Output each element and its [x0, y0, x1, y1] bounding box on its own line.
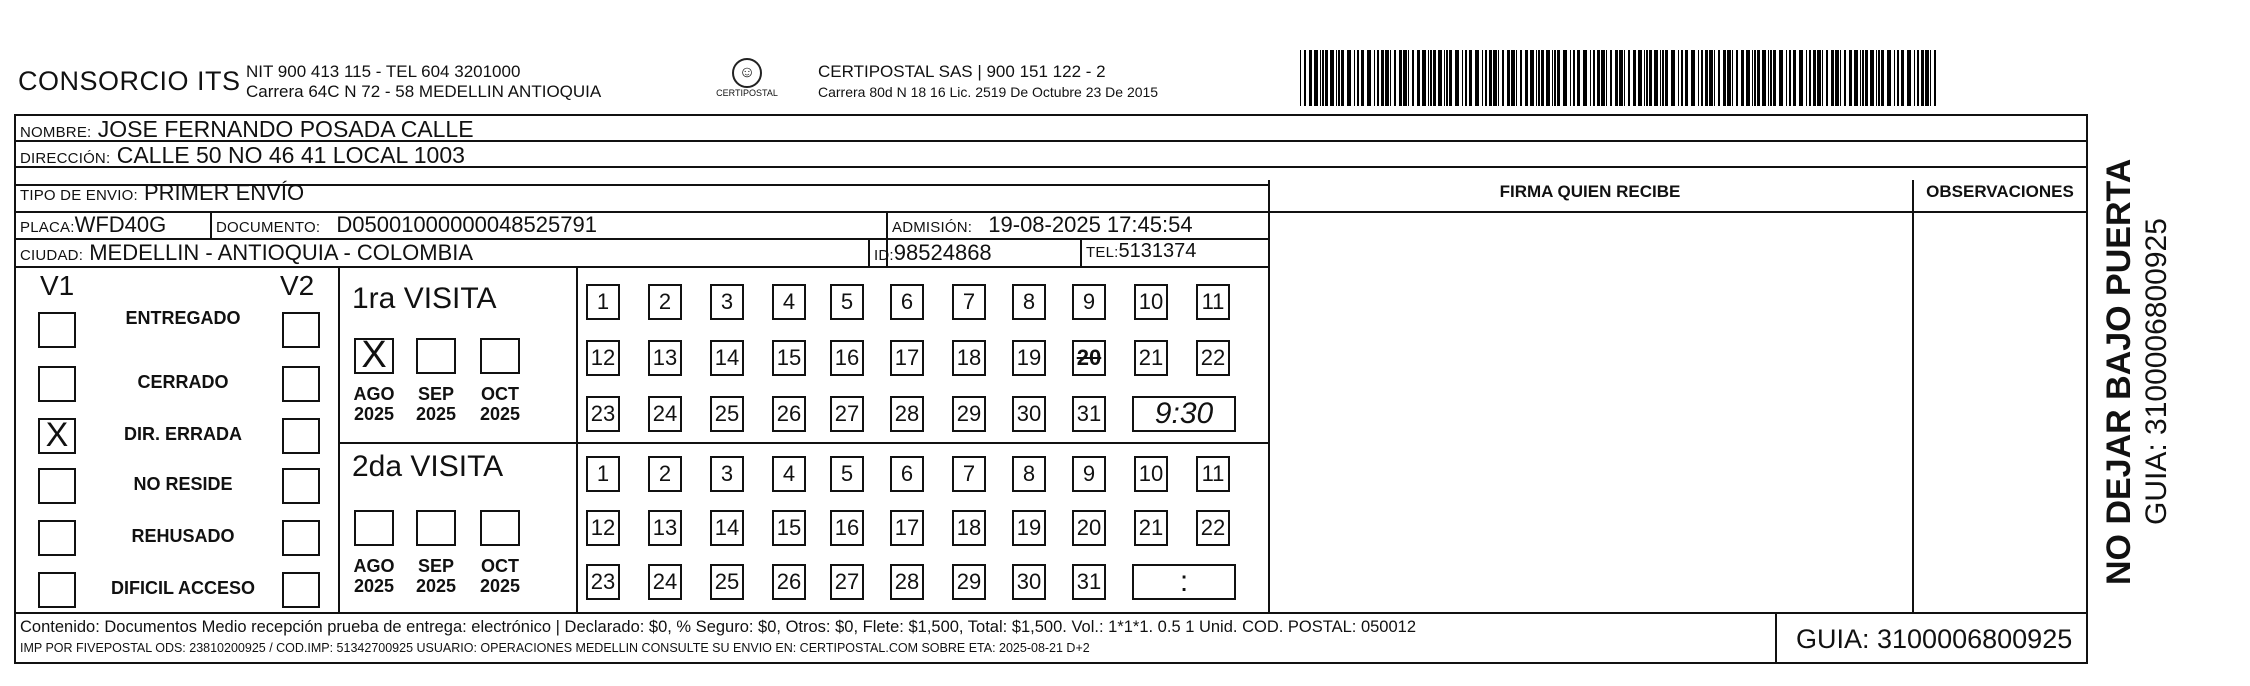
direccion-value: CALLE 50 NO 46 41 LOCAL 1003: [116, 142, 465, 168]
barcode-bar: [1662, 50, 1664, 106]
admision-cell: [892, 212, 1193, 238]
barcode-bar: [1417, 50, 1420, 106]
first-day-box[interactable]: 31: [1072, 396, 1106, 432]
barcode-bar: [1536, 50, 1537, 106]
barcode-bar: [1671, 50, 1675, 106]
barcode-bar: [1917, 50, 1919, 106]
first-day-box[interactable]: 1: [586, 284, 620, 320]
barcode-bar: [1449, 50, 1452, 106]
barcode-bar: [1862, 50, 1864, 106]
barcode-bar: [1619, 50, 1623, 106]
second-day-box[interactable]: 8: [1012, 456, 1046, 492]
first-month-label: SEP 2025: [415, 384, 457, 424]
barcode-bar: [1320, 50, 1321, 106]
barcode-bar: [1361, 50, 1364, 106]
barcode-bar: [1502, 50, 1504, 106]
logo-icon: ☺: [732, 58, 762, 88]
barcode-bar: [1762, 50, 1766, 106]
first-day-box[interactable]: 3: [710, 284, 744, 320]
barcode-bar: [1831, 50, 1834, 106]
barcode-bar: [1338, 50, 1340, 106]
barcode-bar: [1870, 50, 1874, 106]
second-day-box[interactable]: 11: [1196, 456, 1230, 492]
second-month-checkbox[interactable]: [480, 510, 520, 546]
barcode-bar: [1881, 50, 1884, 106]
v2-heading: V2: [280, 270, 315, 301]
v1-checkbox[interactable]: [38, 572, 76, 608]
barcode-bar: [1428, 50, 1429, 106]
barcode-bar: [1314, 50, 1318, 106]
first-day-box[interactable]: 4: [772, 284, 806, 320]
v1-checkbox[interactable]: [38, 312, 76, 348]
barcode-bar: [1633, 50, 1636, 106]
second-day-box[interactable]: 20: [1072, 510, 1106, 546]
barcode-bar: [1563, 50, 1567, 106]
barcode-bar: [1433, 50, 1436, 106]
first-day-box[interactable]: 29: [952, 396, 986, 432]
barcode-bar: [1736, 50, 1738, 106]
barcode-bar: [1806, 50, 1807, 106]
barcode-bar: [1914, 50, 1915, 106]
barcode-bar: [1799, 50, 1803, 106]
second-day-box[interactable]: 29: [952, 564, 986, 600]
barcode-bar: [1300, 50, 1301, 106]
barcode-bar: [1469, 50, 1472, 106]
v2-checkbox[interactable]: [282, 312, 320, 348]
footer-line2: IMP POR FIVEPOSTAL ODS: 23810200925 / COD.IMP: 51342700925 USUARIO: OPERACIONES MEDELLIN CONSULTE SU ENVIO EN: CERTIPOSTAL.COM SOBRE ETA: 2025-08-21 D+2: [20, 641, 1090, 655]
second-day-box[interactable]: 13: [648, 510, 682, 546]
first-day-box[interactable]: 24: [648, 396, 682, 432]
second-day-box[interactable]: 28: [890, 564, 924, 600]
barcode-bar: [1925, 50, 1929, 106]
barcode-bar: [1865, 50, 1868, 106]
first-day-box[interactable]: 12: [586, 340, 620, 376]
barcode-bar: [1894, 50, 1895, 106]
first-day-box[interactable]: 23: [586, 396, 620, 432]
barcode-bar: [1438, 50, 1442, 106]
first-day-box[interactable]: 17: [890, 340, 924, 376]
tel-value: 5131374: [1118, 240, 1197, 262]
barcode-bar: [1844, 50, 1846, 106]
barcode-bar: [1374, 50, 1375, 106]
first-visit-title: 1ra VISITA: [352, 282, 497, 315]
first-visit-time[interactable]: 9:30: [1132, 396, 1236, 432]
status-label: CERRADO: [137, 372, 229, 392]
barcode-bar: [1698, 50, 1699, 106]
barcode-bar: [1660, 50, 1661, 106]
barcode-bar: [1520, 50, 1522, 106]
barcode-bar: [1593, 50, 1595, 106]
barcode-bar: [1727, 50, 1731, 106]
barcode-bar: [1654, 50, 1658, 106]
first-month-checkbox[interactable]: [480, 338, 520, 374]
ciudad-cell: [20, 240, 473, 266]
barcode-bar: [1934, 50, 1936, 106]
barcode-bar: [1390, 50, 1391, 106]
status-label: REHUSADO: [131, 526, 235, 546]
first-day-box[interactable]: 16: [830, 340, 864, 376]
barcode-bar: [1357, 50, 1359, 106]
barcode-bar: [1741, 50, 1744, 106]
footer-line1: Contenido: Documentos Medio recepción prueba de entrega: electrónico | Declarado: $0, % Seguro: $0, Otros: $0, Flete: $1,500, Total: $1,500. Vol.: 1*1*1. 0.5 1 Unid. COD. POSTAL: 050012: [20, 618, 1417, 636]
tipo-row: [20, 180, 304, 206]
barcode-bar: [1462, 50, 1463, 106]
second-day-box[interactable]: 17: [890, 510, 924, 546]
barcode-bar: [1573, 50, 1575, 106]
certi-line2: Carrera 80d N 18 16 Lic. 2519 De Octubre 23 De 2015: [818, 84, 1159, 100]
barcode-bar: [1347, 50, 1351, 106]
v2-checkbox[interactable]: [282, 418, 320, 454]
first-day-box[interactable]: 15: [772, 340, 806, 376]
barcode-bar: [1770, 50, 1772, 106]
barcode-bar: [1714, 50, 1715, 106]
ciudad-label: CIUDAD:: [20, 247, 84, 264]
barcode-bar: [1646, 50, 1648, 106]
barcode-bar: [1597, 50, 1600, 106]
second-day-box[interactable]: 31: [1072, 564, 1106, 600]
barcode-bar: [1367, 50, 1371, 106]
barcode-bar: [1498, 50, 1499, 106]
barcode-bar: [1455, 50, 1459, 106]
barcode-bar: [1624, 50, 1625, 106]
first-day-box[interactable]: 22: [1196, 340, 1230, 376]
barcode-bar: [1516, 50, 1517, 106]
barcode-bar: [1813, 50, 1816, 106]
status-label: ENTREGADO: [125, 308, 241, 328]
v2-checkbox[interactable]: [282, 366, 320, 402]
barcode-bar: [1577, 50, 1580, 106]
barcode-bar: [1377, 50, 1379, 106]
barcode-bar: [1444, 50, 1445, 106]
first-day-box[interactable]: 11: [1196, 284, 1230, 320]
barcode-bar: [1552, 50, 1553, 106]
nit-line: NIT 900 413 115 - TEL 604 3201000: [246, 62, 521, 81]
barcode-bar: [1723, 50, 1726, 106]
tel-label: TEL:: [1086, 244, 1119, 261]
barcode-bar: [1511, 50, 1515, 106]
barcode-bar: [1465, 50, 1467, 106]
nombre-value: JOSE FERNANDO POSADA CALLE: [97, 116, 474, 142]
barcode-bar: [1408, 50, 1409, 106]
first-day-box[interactable]: 26: [772, 396, 806, 432]
v2-checkbox[interactable]: [282, 468, 320, 504]
v1-checkbox[interactable]: X: [38, 418, 76, 454]
barcode-bar: [1746, 50, 1750, 106]
second-day-box[interactable]: 14: [710, 510, 744, 546]
barcode-bar: [1752, 50, 1753, 106]
second-day-box[interactable]: 6: [890, 456, 924, 492]
observaciones-label: OBSERVACIONES: [1926, 182, 2074, 201]
second-month-label: SEP 2025: [415, 556, 457, 596]
direccion-label: DIRECCIÓN:: [20, 150, 111, 167]
barcode-bar: [1826, 50, 1828, 106]
barcode-bar: [1446, 50, 1448, 106]
barcode-bar: [1336, 50, 1337, 106]
nombre-row: [20, 116, 474, 143]
first-day-box[interactable]: 27: [830, 396, 864, 432]
barcode-bar: [1304, 50, 1306, 106]
second-day-box[interactable]: 22: [1196, 510, 1230, 546]
second-day-box[interactable]: 2: [648, 456, 682, 492]
v2-checkbox[interactable]: [282, 520, 320, 556]
second-day-box[interactable]: 27: [830, 564, 864, 600]
barcode-bar: [1878, 50, 1880, 106]
barcode-bar: [1907, 50, 1911, 106]
first-day-box[interactable]: 25: [710, 396, 744, 432]
tipo-value: PRIMER ENVÍO: [143, 180, 305, 205]
placa-label: PLACA:: [20, 219, 75, 236]
barcode-bar: [1530, 50, 1534, 106]
first-day-box[interactable]: 6: [890, 284, 924, 320]
second-day-box[interactable]: 19: [1012, 510, 1046, 546]
direccion-row: [20, 142, 465, 169]
barcode-bar: [1685, 50, 1688, 106]
barcode-bar: [1705, 50, 1708, 106]
barcode-bar: [1430, 50, 1432, 106]
barcode-bar: [1422, 50, 1426, 106]
barcode-bar: [1381, 50, 1384, 106]
barcode-bar: [1354, 50, 1355, 106]
barcode-bar: [1860, 50, 1861, 106]
barcode-bar: [1779, 50, 1783, 106]
certi-details: [818, 62, 1158, 102]
second-day-box[interactable]: 18: [952, 510, 986, 546]
barcode-bar: [1817, 50, 1821, 106]
barcode-bar: [1876, 50, 1877, 106]
barcode-bar: [1921, 50, 1924, 106]
second-day-box[interactable]: 12: [586, 510, 620, 546]
first-day-box[interactable]: 5: [830, 284, 864, 320]
admision-value: 19-08-2025 17:45:54: [988, 212, 1193, 237]
id-cell: [874, 240, 992, 266]
first-day-box[interactable]: 7: [952, 284, 986, 320]
barcode-bar: [1665, 50, 1668, 106]
first-day-box[interactable]: 8: [1012, 284, 1046, 320]
second-visit-title: 2da VISITA: [352, 450, 504, 483]
barcode-bar: [1606, 50, 1607, 106]
barcode: [1300, 50, 1936, 106]
second-day-box[interactable]: 10: [1134, 456, 1168, 492]
second-day-box[interactable]: 26: [772, 564, 806, 600]
logo-caption: CERTIPOSTAL: [716, 88, 778, 98]
barcode-bar: [1394, 50, 1396, 106]
tipo-label: TIPO DE ENVIO:: [20, 187, 138, 204]
footer-guia: GUIA: 3100006800925: [1796, 624, 2073, 654]
status-label: NO RESIDE: [133, 474, 233, 494]
second-day-box[interactable]: 5: [830, 456, 864, 492]
barcode-bar: [1385, 50, 1389, 106]
first-day-box[interactable]: 18: [952, 340, 986, 376]
barcode-bar: [1854, 50, 1858, 106]
placa-cell: [20, 212, 166, 238]
second-month-label: AGO 2025: [353, 556, 395, 596]
barcode-bar: [1485, 50, 1487, 106]
barcode-bar: [1330, 50, 1334, 106]
barcode-bar: [1601, 50, 1605, 106]
id-value: 98524868: [893, 240, 992, 265]
v2-checkbox[interactable]: [282, 572, 320, 608]
admision-label: ADMISIÓN:: [892, 219, 973, 236]
placa-value: WFD40G: [74, 212, 167, 237]
barcode-bar: [1809, 50, 1811, 106]
nombre-label: NOMBRE:: [20, 124, 92, 141]
barcode-bar: [1482, 50, 1483, 106]
barcode-bar: [1628, 50, 1630, 106]
first-day-box[interactable]: 19: [1012, 340, 1046, 376]
first-day-box[interactable]: 28: [890, 396, 924, 432]
barcode-bar: [1732, 50, 1733, 106]
barcode-bar: [1541, 50, 1544, 106]
first-day-box[interactable]: 21: [1134, 340, 1168, 376]
barcode-bar: [1757, 50, 1760, 106]
first-month-label: AGO 2025: [353, 384, 395, 424]
barcode-bar: [1678, 50, 1679, 106]
barcode-bar: [1754, 50, 1756, 106]
barcode-bar: [1897, 50, 1899, 106]
second-day-box[interactable]: 16: [830, 510, 864, 546]
first-day-box[interactable]: 13: [648, 340, 682, 376]
tel-cell: [1086, 240, 1196, 263]
barcode-bar: [1610, 50, 1612, 106]
barcode-bar: [1322, 50, 1324, 106]
address-line: Carrera 64C N 72 - 58 MEDELLIN ANTIOQUIA: [246, 82, 602, 101]
barcode-bar: [1691, 50, 1695, 106]
barcode-bar: [1840, 50, 1841, 106]
second-visit-time[interactable]: :: [1132, 564, 1236, 600]
barcode-bar: [1309, 50, 1312, 106]
v1-checkbox[interactable]: [38, 468, 76, 504]
second-day-box[interactable]: 23: [586, 564, 620, 600]
documento-label: DOCUMENTO:: [216, 219, 321, 236]
barcode-bar: [1557, 50, 1560, 106]
barcode-bar: [1644, 50, 1645, 106]
barcode-bar: [1403, 50, 1407, 106]
second-day-box[interactable]: 30: [1012, 564, 1046, 600]
barcode-bar: [1789, 50, 1791, 106]
company-details: [246, 62, 601, 102]
first-day-box[interactable]: 20: [1072, 340, 1106, 376]
barcode-bar: [1399, 50, 1402, 106]
barcode-bar: [1570, 50, 1571, 106]
barcode-bar: [1887, 50, 1891, 106]
first-month-checkbox[interactable]: [416, 338, 456, 374]
certi-line1: CERTIPOSTAL SAS | 900 151 122 - 2: [818, 62, 1106, 81]
barcode-bar: [1709, 50, 1713, 106]
barcode-bar: [1412, 50, 1414, 106]
barcode-bar: [1849, 50, 1852, 106]
barcode-bar: [1507, 50, 1510, 106]
barcode-bar: [1901, 50, 1904, 106]
barcode-bar: [1615, 50, 1618, 106]
second-day-box[interactable]: 1: [586, 456, 620, 492]
barcode-bar: [1538, 50, 1540, 106]
barcode-bar: [1493, 50, 1497, 106]
barcode-bar: [1590, 50, 1591, 106]
ciudad-value: MEDELLIN - ANTIOQUIA - COLOMBIA: [89, 240, 474, 265]
certipostal-logo: [712, 58, 782, 98]
barcode-bar: [1773, 50, 1776, 106]
second-month-label: OCT 2025: [479, 556, 521, 596]
second-day-box[interactable]: 3: [710, 456, 744, 492]
second-month-checkbox[interactable]: [354, 510, 394, 546]
second-day-box[interactable]: 4: [772, 456, 806, 492]
barcode-bar: [1793, 50, 1796, 106]
first-day-box[interactable]: 10: [1134, 284, 1168, 320]
documento-cell: [216, 212, 597, 238]
barcode-bar: [1554, 50, 1556, 106]
v1-heading: V1: [40, 270, 75, 301]
second-day-box[interactable]: 25: [710, 564, 744, 600]
barcode-bar: [1786, 50, 1787, 106]
barcode-bar: [1583, 50, 1587, 106]
barcode-bar: [1835, 50, 1839, 106]
company-name: CONSORCIO ITS: [18, 66, 241, 96]
first-day-box[interactable]: 30: [1012, 396, 1046, 432]
first-day-box[interactable]: 14: [710, 340, 744, 376]
barcode-bar: [1681, 50, 1683, 106]
firma-label: FIRMA QUIEN RECIBE: [1499, 182, 1681, 201]
barcode-bar: [1822, 50, 1823, 106]
second-day-box[interactable]: 21: [1134, 510, 1168, 546]
barcode-bar: [1341, 50, 1344, 106]
id-label: ID:: [874, 247, 894, 264]
barcode-bar: [1638, 50, 1642, 106]
documento-value: D05001000000048525791: [336, 212, 597, 237]
side-warning: NO DEJAR BAJO PUERTA: [2100, 158, 2138, 585]
status-label: DIFICIL ACCESO: [110, 578, 255, 598]
first-day-box[interactable]: 2: [648, 284, 682, 320]
second-day-box[interactable]: 15: [772, 510, 806, 546]
second-month-checkbox[interactable]: [416, 510, 456, 546]
barcode-bar: [1930, 50, 1931, 106]
barcode-bar: [1718, 50, 1720, 106]
second-day-box[interactable]: 24: [648, 564, 682, 600]
v1-checkbox[interactable]: [38, 520, 76, 556]
barcode-bar: [1701, 50, 1703, 106]
status-label: DIR. ERRADA: [123, 424, 242, 444]
first-day-box[interactable]: 9: [1072, 284, 1106, 320]
barcode-bar: [1649, 50, 1652, 106]
barcode-bar: [1768, 50, 1769, 106]
second-day-box[interactable]: 9: [1072, 456, 1106, 492]
v1-checkbox[interactable]: [38, 366, 76, 402]
barcode-bar: [1325, 50, 1328, 106]
first-month-label: OCT 2025: [479, 384, 521, 424]
barcode-bar: [1489, 50, 1492, 106]
second-day-box[interactable]: 7: [952, 456, 986, 492]
first-month-checkbox[interactable]: X: [354, 338, 394, 374]
barcode-bar: [1525, 50, 1528, 106]
barcode-bar: [1475, 50, 1479, 106]
side-guia: GUIA: 3100006800925: [2140, 218, 2173, 525]
barcode-bar: [1546, 50, 1550, 106]
